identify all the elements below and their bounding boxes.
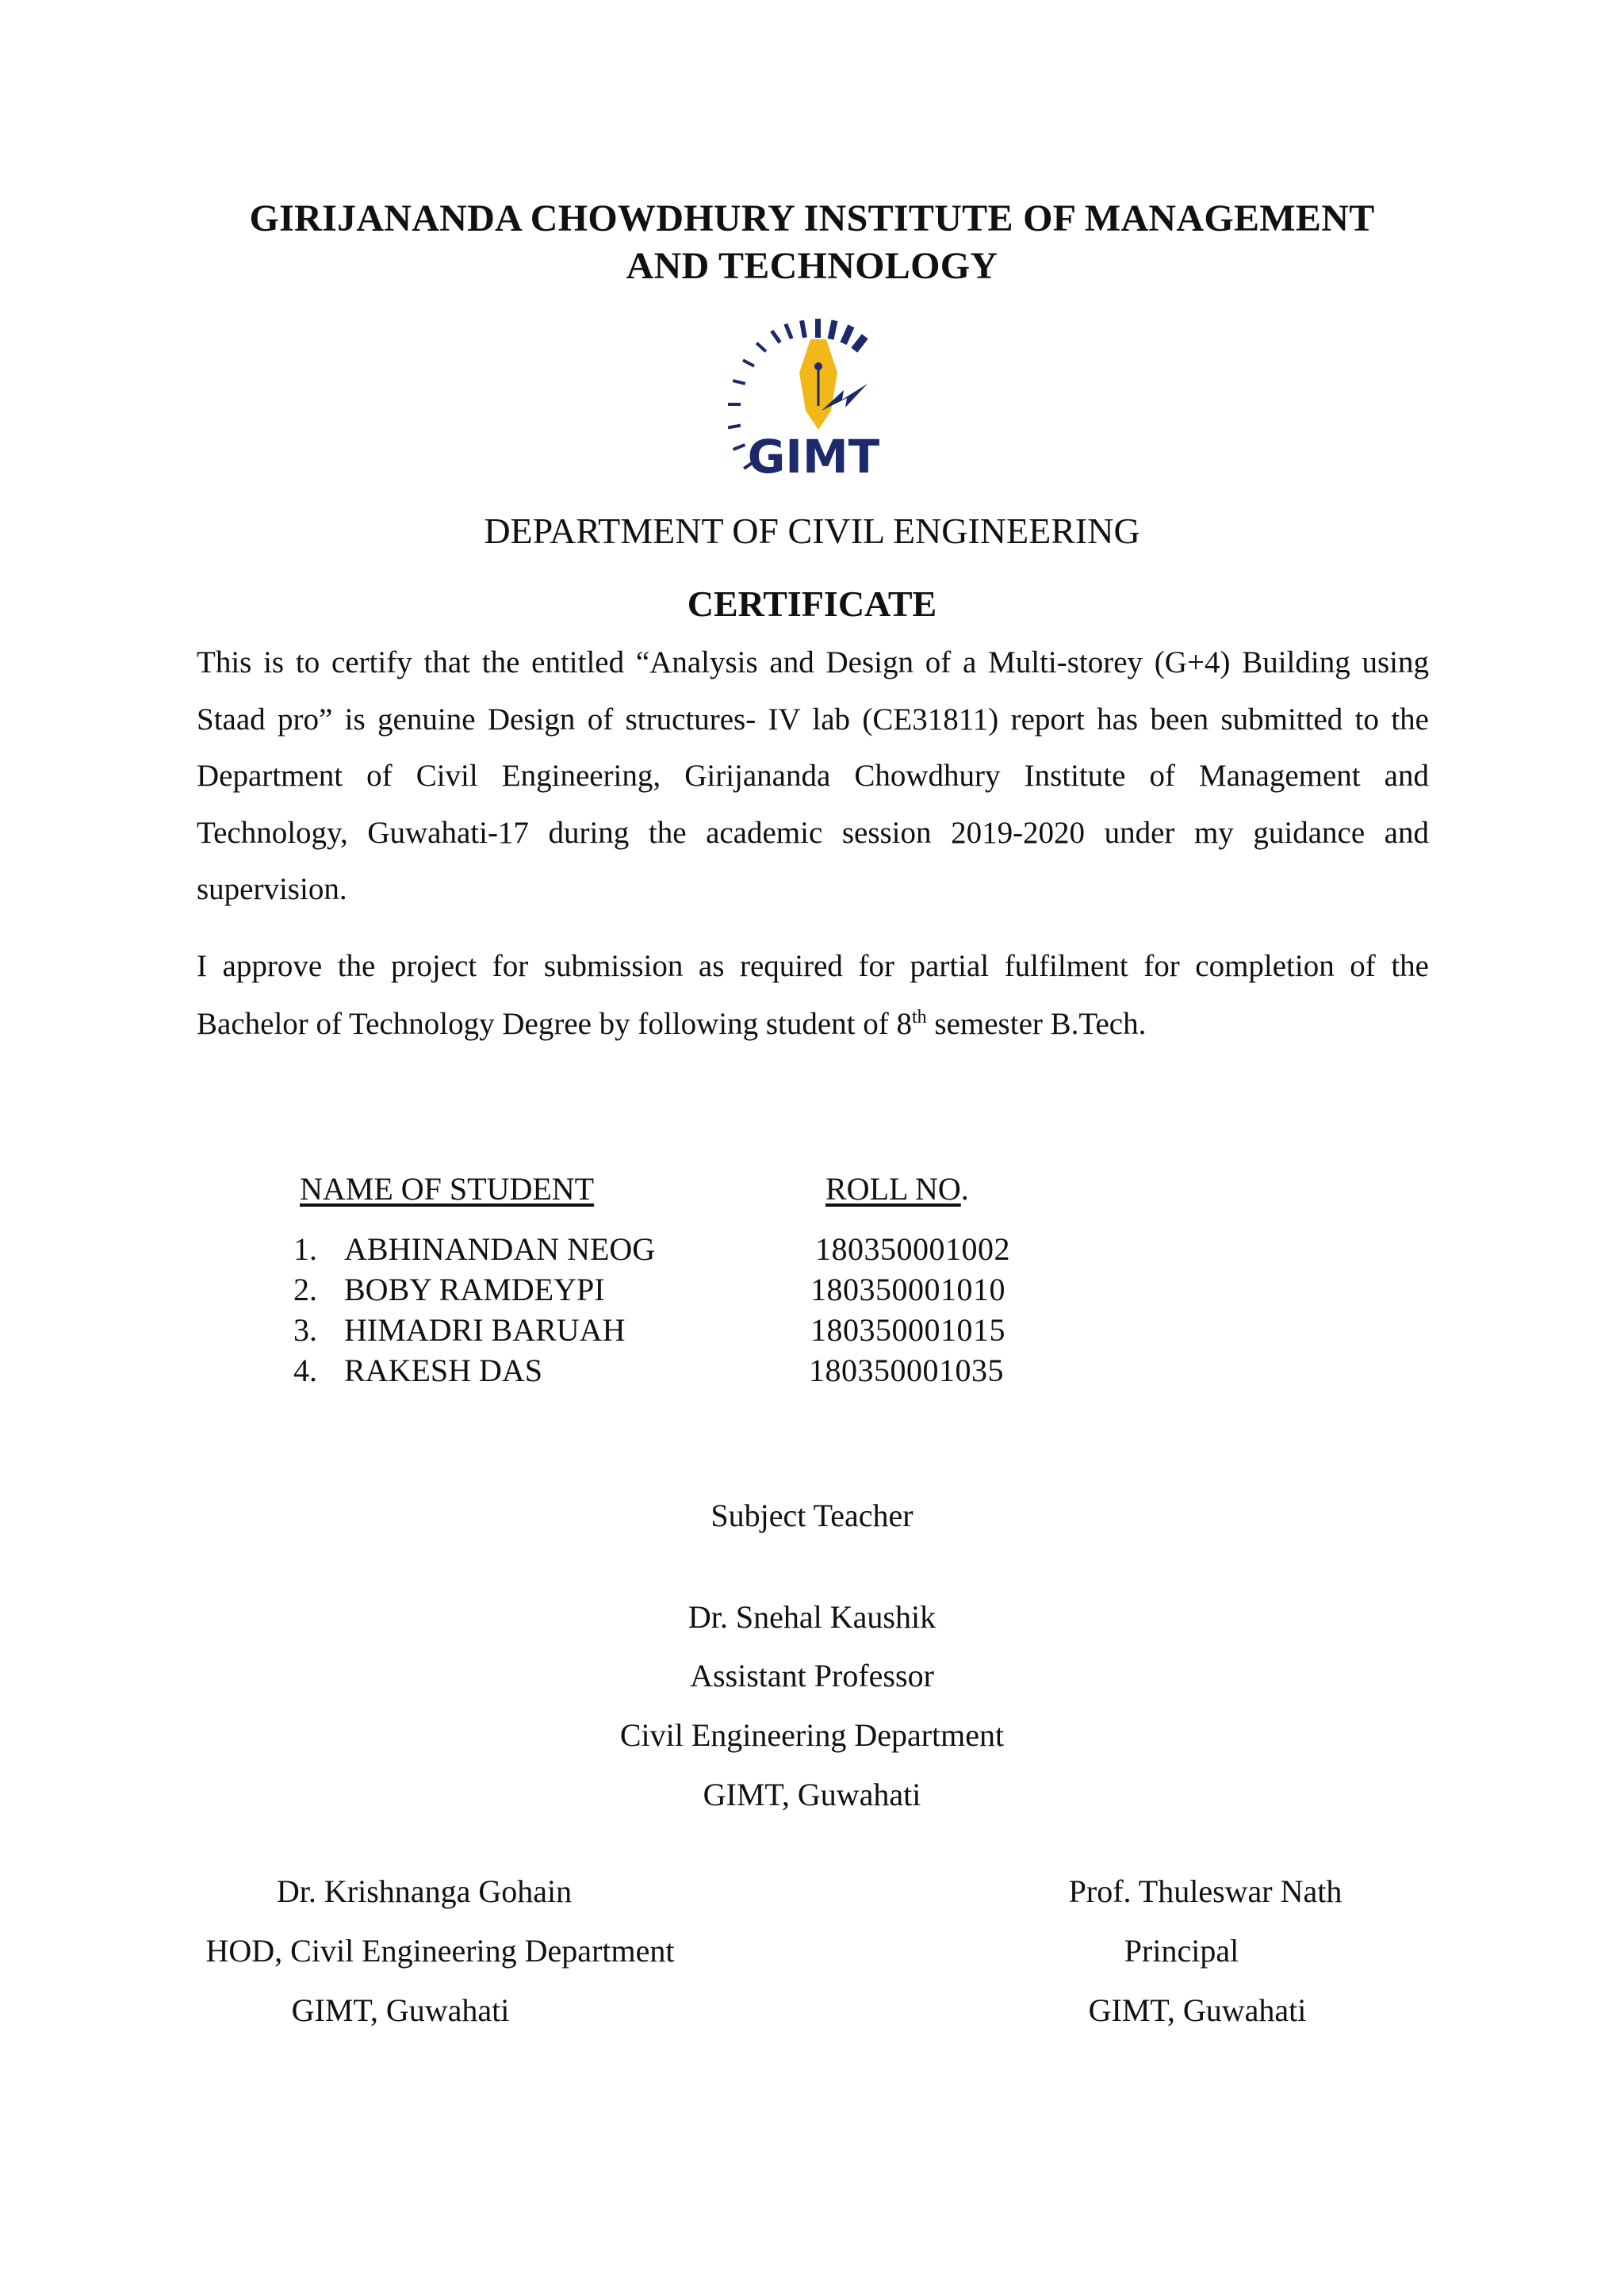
hod-name: Dr. Krishnanga Gohain [276,1873,573,1909]
hod-institute: GIMT, Guwahati [291,1992,510,2028]
teacher-name: Dr. Snehal Kaushik [688,1599,936,1635]
ordinal-suffix: th [912,1007,927,1027]
list-number: 3. [293,1312,317,1348]
hod-designation: HOD, Civil Engineering Department [205,1933,675,1969]
logo-text: GIMT [747,430,880,476]
list-number: 1. [293,1231,317,1267]
student-name: BOBY RAMDEYPI [344,1272,605,1307]
list-number: 2. [293,1272,317,1307]
gimt-logo [726,317,890,476]
roll-header-period: . [960,1171,969,1207]
list-item [293,1229,1086,1270]
student-name: HIMADRI BARUAH [344,1312,626,1348]
roll-column-header [825,1169,969,1210]
list-number: 4. [293,1353,317,1388]
approval-text: I approve the project for submission as required for partial fulfilment for completion of the Bachelor of Technology Degree by following student of 8 [197,949,1429,1041]
roll-number: 180350001010 [810,1272,1005,1307]
list-item [293,1350,1086,1391]
student-name: RAKESH DAS [344,1353,543,1388]
name-column-header [300,1169,594,1210]
roll-number: 180350001035 [809,1353,1004,1388]
institute-title-line1: GIRIJANANDA CHOWDHURY INSTITUTE OF MANAGEMENT [249,197,1375,239]
principal-institute: GIMT, Guwahati [1088,1992,1307,2028]
institute-title [0,195,1624,290]
principal-name: Prof. Thuleswar Nath [1068,1873,1342,1909]
list-item [293,1310,1086,1351]
teacher-institute: GIMT, Guwahati [703,1777,921,1812]
roll-number: 180350001015 [810,1312,1005,1348]
student-name: ABHINANDAN NEOG [344,1231,656,1267]
department-name: DEPARTMENT OF CIVIL ENGINEERING [484,511,1140,551]
roll-header-text: ROLL NO [825,1171,961,1207]
certification-paragraph: This is to certify that the entitled “Analysis and Design of a Multi-storey (G+4) Building using Staad pro” is genuine Design of structures- IV lab (CE31811) report has been submitted to the Department of Civil Engineering, Girijananda Chowdhury Institute of Management and Technology, Guwahati-17 during the academic session 2019-2020 under my guidance and supervision. [197,645,1429,906]
principal-designation: Principal [1124,1933,1239,1969]
roll-number: 180350001002 [815,1231,1010,1267]
institute-title-line2: AND TECHNOLOGY [626,245,998,287]
subject-teacher-label: Subject Teacher [710,1498,914,1533]
approval-paragraph [197,937,1429,1053]
list-item [293,1269,1086,1311]
name-header-text: NAME OF STUDENT [300,1171,595,1207]
teacher-designation: Assistant Professor [690,1658,934,1693]
teacher-department: Civil Engineering Department [619,1717,1005,1753]
gimt-logo-icon [726,317,890,476]
certificate-title: CERTIFICATE [687,584,937,624]
approval-text-end: semester B.Tech. [926,1007,1147,1041]
